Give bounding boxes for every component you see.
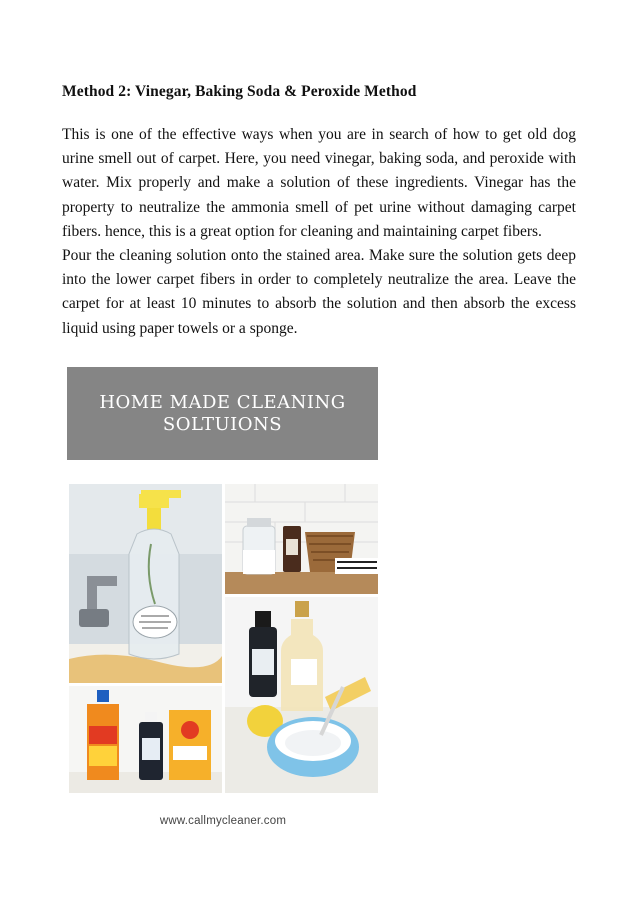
paragraph-instructions: Pour the cleaning solution onto the stained area. Make sure the solution gets deep into the lower carpet fibers in order to completely neutralize the area. Leave the carpet for at least 10 minutes to absorb the solution and then absorb the excess liquid using paper towels or a sponge. bbox=[62, 247, 576, 337]
image-banner bbox=[67, 367, 378, 460]
cleaning-products-photo bbox=[69, 686, 222, 793]
spray-bottle-photo bbox=[69, 484, 222, 683]
baking-soda-bowl-photo bbox=[225, 597, 378, 793]
banner-title-line1: HOME MADE CLEANING bbox=[99, 391, 346, 413]
shelf-jars-photo bbox=[225, 484, 378, 594]
site-credit: www.callmycleaner.com bbox=[159, 815, 287, 827]
banner-title-line2: SOLTUIONS bbox=[162, 413, 283, 435]
paragraph-intro: This is one of the effective ways when you are in search of how to get old dog urine smell out of carpet. Here, you need vinegar, baking soda, and peroxide with water. Mix properly and make a solution of these ingredients. Vinegar has the property to neutralize the ammonia smell of pet urine without damaging carpet fibers. hence, this is a great option for cleaning and maintaining carpet fibers. bbox=[62, 126, 576, 240]
section-heading: Method 2: Vinegar, Baking Soda & Peroxide Method bbox=[62, 83, 417, 100]
cleaning-solutions-image bbox=[62, 362, 384, 840]
body-text bbox=[62, 123, 576, 341]
